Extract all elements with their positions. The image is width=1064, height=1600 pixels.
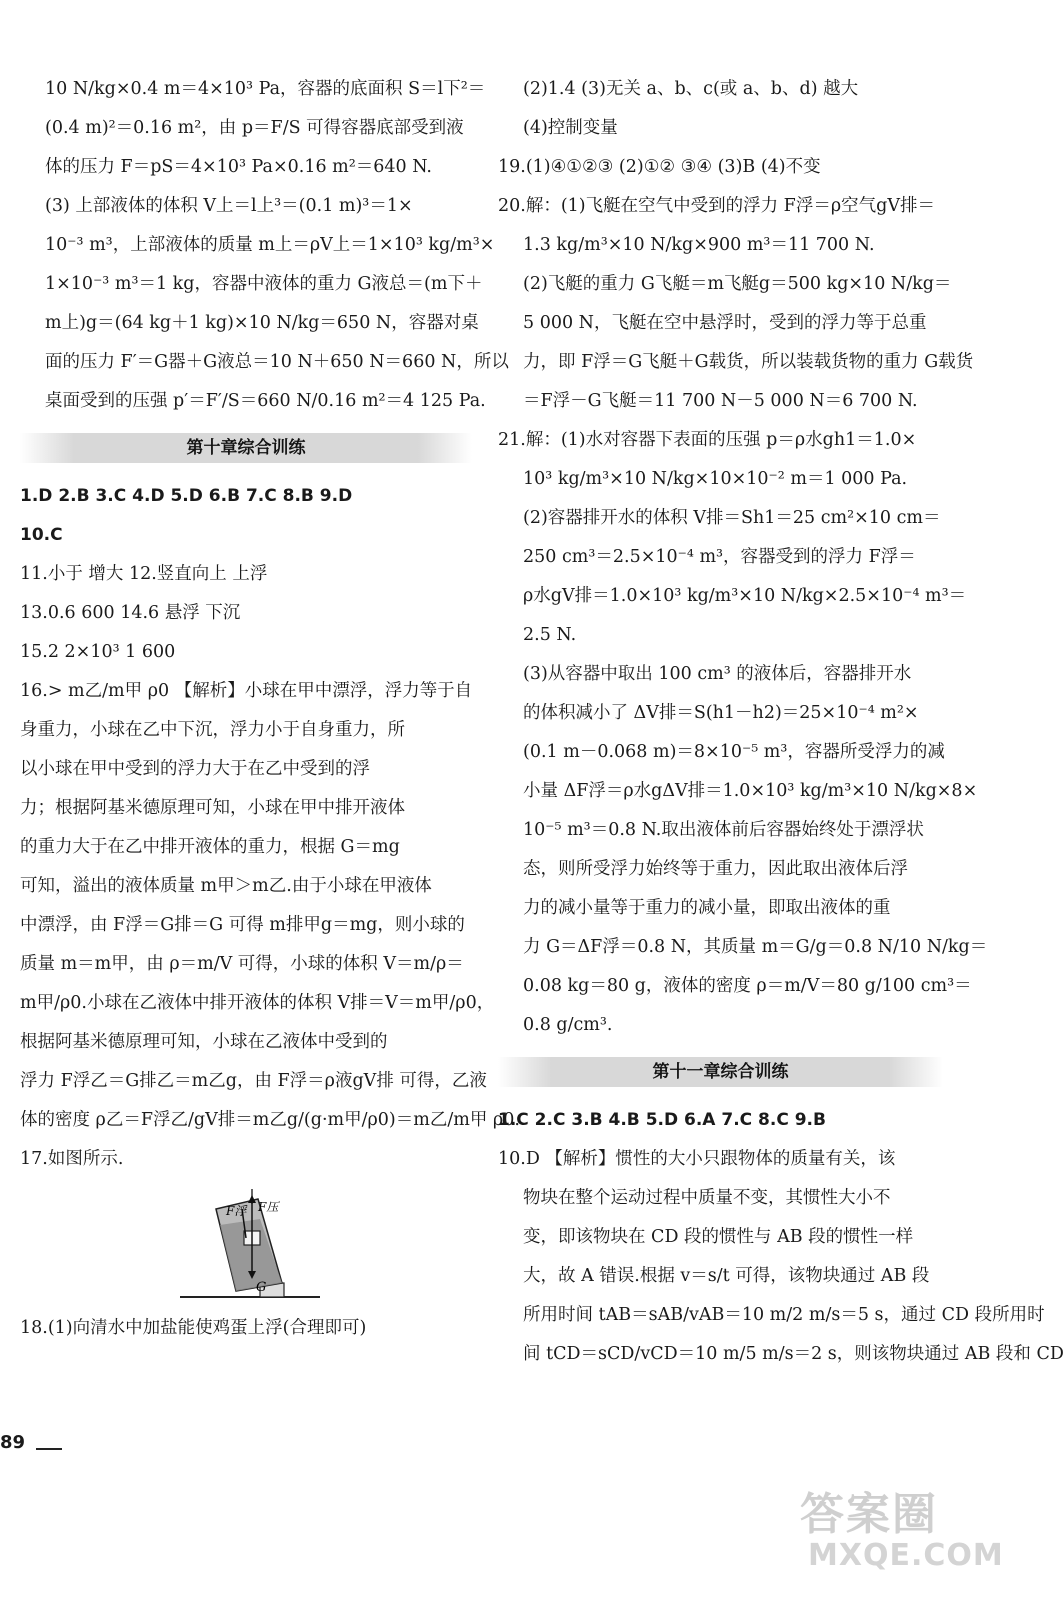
text-line: 0.08 kg＝80 g，液体的密度 ρ＝m/V＝80 g/100 cm³＝ (523, 976, 972, 996)
text-line: 10.D 【解析】惯性的大小只跟物体的质量有关，该 (498, 1149, 896, 1169)
text-line: (2)容器排开水的体积 V排＝Sh1＝25 cm²×10 cm＝ (523, 508, 941, 528)
text-line: 体的密度 ρ乙＝F浮乙/gV排＝m乙g/(g·m甲/ρ0)＝m乙/m甲 ρ0. (20, 1110, 520, 1130)
text-line: 力；根据阿基米德原理可知，小球在甲中排开液体 (20, 798, 405, 818)
text-line: 1.3 kg/m³×10 N/kg×900 m³＝11 700 N. (523, 235, 875, 255)
text-line: 体的压力 F＝pS＝4×10³ Pa×0.16 m²＝640 N. (45, 157, 432, 177)
page-number: 89 (0, 1432, 26, 1453)
text-line: 18.(1)向清水中加盐能使鸡蛋上浮(合理即可) (20, 1318, 367, 1338)
text-line: 10⁻³ m³，上部液体的质量 m上＝ρV上＝1×10³ kg/m³× (45, 235, 495, 255)
text-line: (0.4 m)²＝0.16 m²，由 p＝F/S 可得容器底部受到液 (45, 118, 464, 138)
text-line: 根据阿基米德原理可知，小球在乙液体中受到的 (20, 1032, 388, 1052)
answer-line: 1.C 2.C 3.B 4.B 5.D 6.A 7.C 8.C 9.B (498, 1110, 826, 1130)
text-line: 大，故 A 错误.根据 v＝s/t 可得，该物块通过 AB 段 (523, 1266, 930, 1286)
text-line: 物块在整个运动过程中质量不变，其惯性大小不 (523, 1188, 891, 1208)
watermark-text: 答案圈 (800, 1489, 938, 1540)
text-line: 身重力，小球在乙中下沉，浮力小于自身重力，所 (20, 720, 405, 740)
text-line: 可知，溢出的液体质量 m甲＞m乙.由于小球在甲液体 (20, 876, 432, 896)
text-line: (3)从容器中取出 100 cm³ 的液体后，容器排开水 (523, 664, 912, 684)
text-line: 21.解：(1)水对容器下表面的压强 p＝ρ水gh1＝1.0× (498, 430, 917, 450)
left-column (20, 70, 520, 1348)
text-line: 中漂浮，由 F浮＝G排＝G 可得 m排甲g＝mg，则小球的 (20, 915, 465, 935)
text-line: ＝F浮－G飞艇＝11 700 N－5 000 N＝6 700 N. (523, 391, 918, 411)
text-line: 的重力大于在乙中排开液体的重力，根据 G＝mg (20, 837, 400, 857)
text-line: 间 tCD＝sCD/vCD＝10 m/5 m/s＝2 s，则该物块通过 AB 段和 CD (523, 1344, 1064, 1364)
text-line: 20.解：(1)飞艇在空气中受到的浮力 F浮＝ρ空气gV排＝ (498, 196, 935, 216)
text-line: 变，即该物块在 CD 段的惯性与 AB 段的惯性一样 (523, 1227, 914, 1247)
chapter-10-heading: 第十章综合训练 (20, 433, 472, 463)
text-line: 17.如图所示. (20, 1149, 124, 1169)
text-line: ρ水gV排＝1.0×10³ kg/m³×10 N/kg×2.5×10⁻⁴ m³＝ (523, 586, 967, 606)
text-line: 桌面受到的压强 p′＝F′/S＝660 N/0.16 m²＝4 125 Pa. (45, 391, 486, 411)
text-line: (4)控制变量 (523, 118, 618, 138)
force-diagram-svg (20, 1179, 472, 1309)
text-line: 力 G＝ΔF浮＝0.8 N，其质量 m＝G/g＝0.8 N/10 N/kg＝ (523, 937, 988, 957)
watermark-logo (800, 1478, 1004, 1588)
text-line: 质量 m＝m甲，由 ρ＝m/V 可得，小球的体积 V＝m/ρ＝ (20, 954, 464, 974)
text-line: (2)1.4 (3)无关 a、b、c(或 a、b、d) 越大 (523, 79, 859, 99)
answer-line: 1.D 2.B 3.C 4.D 5.D 6.B 7.C 8.B 9.D (20, 486, 353, 506)
answer-line: 15.2 2×10³ 1 600 (20, 642, 176, 662)
text-line: m上)g＝(64 kg＋1 kg)×10 N/kg＝650 N，容器对桌 (45, 313, 479, 333)
text-line: m甲/ρ0.小球在乙液体中排开液体的体积 V排＝V＝m甲/ρ0， (20, 993, 495, 1013)
text-line: (0.1 m－0.068 m)＝8×10⁻⁵ m³，容器所受浮力的减 (523, 742, 945, 762)
chapter-11-heading: 第十一章综合训练 (498, 1057, 943, 1087)
answer-line: 19.(1)④①②③ (2)①② ③④ (3)B (4)不变 (498, 157, 821, 177)
text-line: 10 N/kg×0.4 m＝4×10³ Pa，容器的底面积 S＝l下²＝ (45, 79, 486, 99)
text-line: 力，即 F浮＝G飞艇＋G载货，所以装载货物的重力 G载货 (523, 352, 974, 372)
text-line: 5 000 N，飞艇在空中悬浮时，受到的浮力等于总重 (523, 313, 927, 333)
text-line: 小量 ΔF浮＝ρ水gΔV排＝1.0×10³ kg/m³×10 N/kg×8× (523, 781, 978, 801)
text-line: 10³ kg/m³×10 N/kg×10×10⁻² m＝1 000 Pa. (523, 469, 908, 489)
answer-line: 10.C (20, 525, 63, 545)
text-line: 面的压力 F′＝G器＋G液总＝10 N＋650 N＝660 N，所以 (45, 352, 509, 372)
text-line: 10⁻⁵ m³＝0.8 N.取出液体前后容器始终处于漂浮状 (523, 820, 924, 840)
label-f-pressure: F压 (258, 1200, 279, 1214)
text-line: 态，则所受浮力始终等于重力，因此取出液体后浮 (523, 859, 908, 879)
text-line: 250 cm³＝2.5×10⁻⁴ m³，容器受到的浮力 F浮＝ (523, 547, 916, 567)
text-line: (3) 上部液体的体积 V上＝l上³＝(0.1 m)³＝1× (45, 196, 413, 216)
text-line: 16.> m乙/m甲 ρ0 【解析】小球在甲中漂浮，浮力等于自 (20, 681, 473, 701)
text-line: 0.8 g/cm³. (523, 1015, 613, 1035)
text-line: 1×10⁻³ m³＝1 kg，容器中液体的重力 G液总＝(m下＋ (45, 274, 483, 294)
watermark-url: MXQE.COM (808, 1538, 1004, 1573)
answer-line: 11.小于 增大 12.竖直向上 上浮 (20, 564, 268, 584)
text-line: (2)飞艇的重力 G飞艇＝m飞艇g＝500 kg×10 N/kg＝ (523, 274, 952, 294)
text-line: 的体积减小了 ΔV排＝S(h1－h2)＝25×10⁻⁴ m²× (523, 703, 919, 723)
text-line: 2.5 N. (523, 625, 577, 645)
text-line: 力的减小量等于重力的减小量，即取出液体的重 (523, 898, 891, 918)
text-line: 以小球在甲中受到的浮力大于在乙中受到的浮 (20, 759, 370, 779)
answer-line: 13.0.6 600 14.6 悬浮 下沉 (20, 603, 241, 623)
text-line: 所用时间 tAB＝sAB/vAB＝10 m/2 m/s＝5 s，通过 CD 段所用时 (523, 1305, 1045, 1325)
force-diagram (20, 1179, 472, 1309)
right-column (498, 70, 1064, 1374)
label-f-buoyancy: F浮 (226, 1204, 247, 1218)
label-gravity: G (256, 1280, 267, 1295)
page-number-rule (36, 1448, 62, 1450)
text-line: 浮力 F浮乙＝G排乙＝m乙g，由 F浮＝ρ液gV排 可得，乙液 (20, 1071, 487, 1091)
